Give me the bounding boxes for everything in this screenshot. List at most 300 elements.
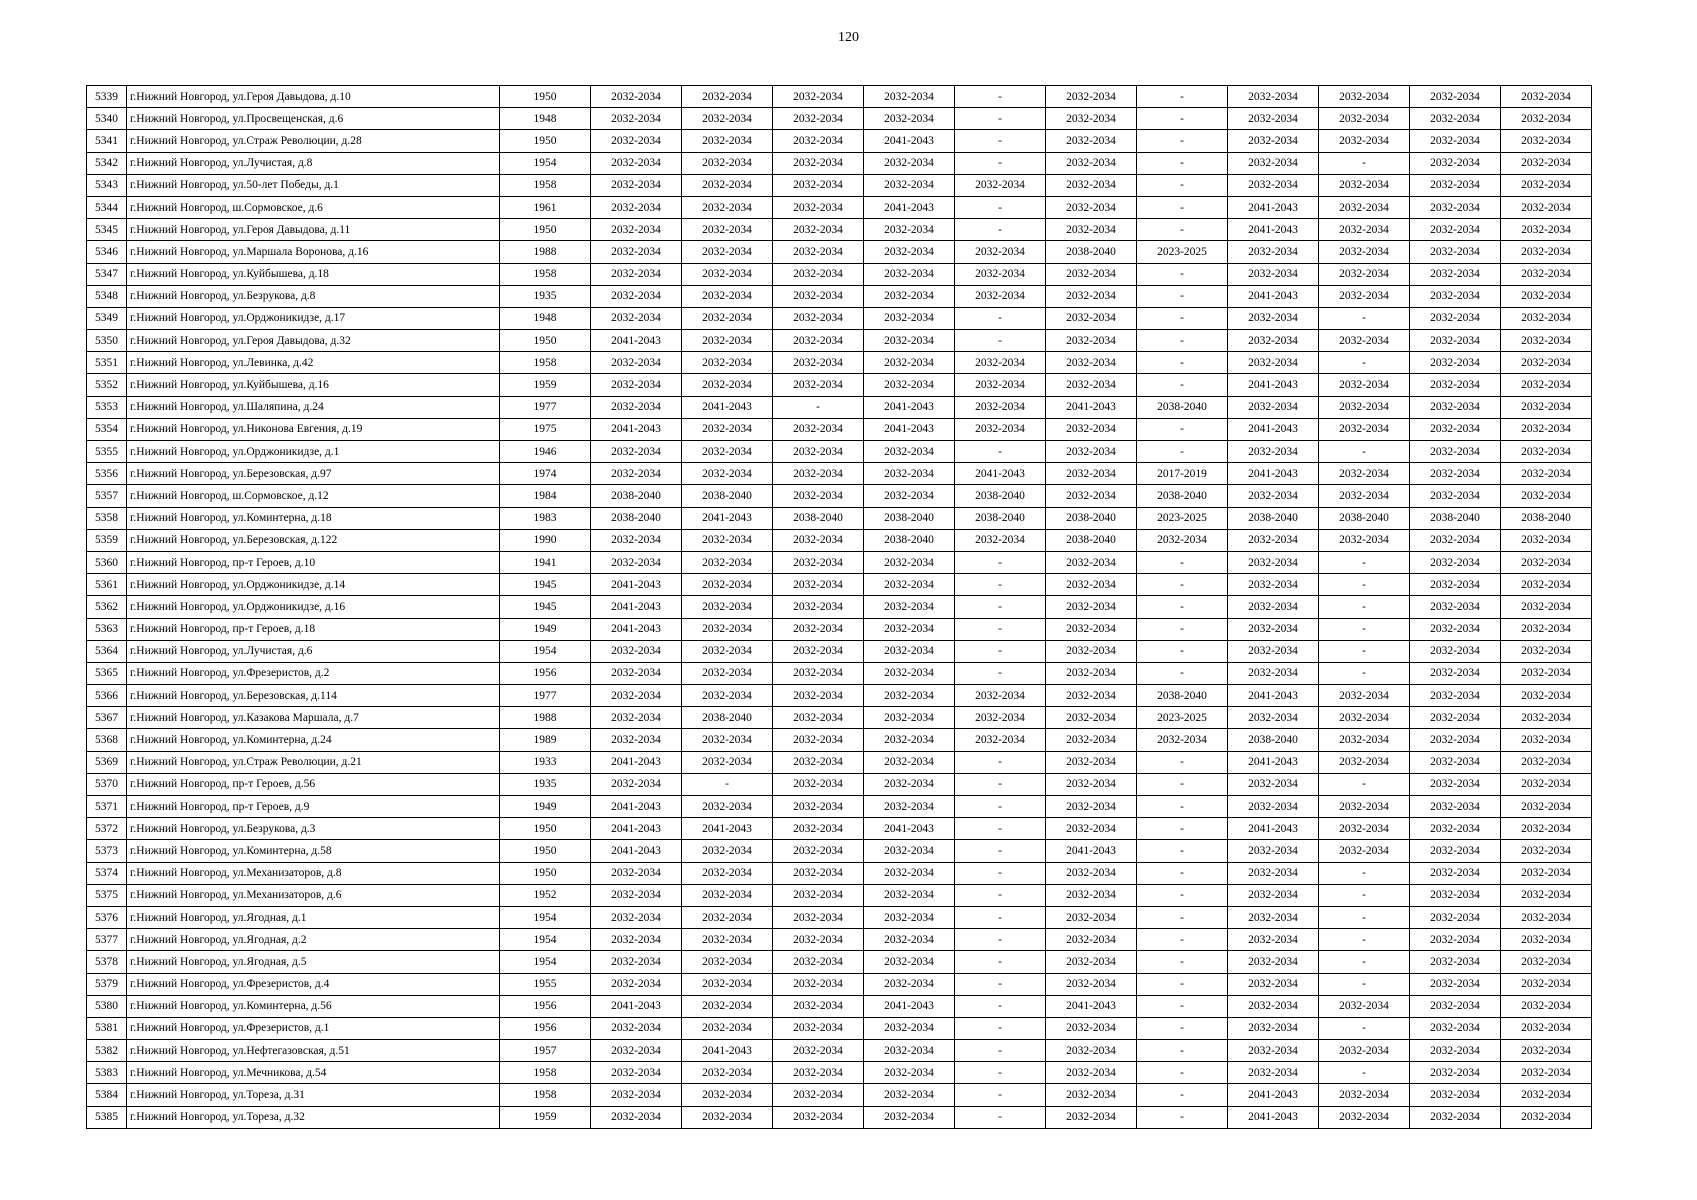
cell-term-9: - [1319,773,1410,795]
cell-row-number: 5369 [87,751,127,773]
cell-term-8: 2041-2043 [1228,1084,1319,1106]
cell-row-number: 5343 [87,174,127,196]
cell-term-6: 2041-2043 [1046,840,1137,862]
cell-term-1: 2032-2034 [591,529,682,551]
cell-term-2: 2032-2034 [682,307,773,329]
cell-term-6: 2032-2034 [1046,418,1137,440]
cell-term-8: 2032-2034 [1228,108,1319,130]
cell-term-7: - [1137,330,1228,352]
table-row [87,906,1592,928]
table-row [87,1040,1592,1062]
cell-term-7: - [1137,374,1228,396]
cell-term-4: 2032-2034 [864,662,955,684]
cell-term-7: - [1137,130,1228,152]
cell-row-number: 5376 [87,906,127,928]
cell-term-2: 2032-2034 [682,574,773,596]
cell-term-1: 2032-2034 [591,685,682,707]
cell-year-built: 1983 [500,507,591,529]
cell-term-1: 2032-2034 [591,396,682,418]
cell-row-number: 5368 [87,729,127,751]
cell-term-4: 2032-2034 [864,374,955,396]
cell-term-9: 2032-2034 [1319,174,1410,196]
cell-term-8: 2041-2043 [1228,374,1319,396]
table-row [87,751,1592,773]
cell-term-1: 2032-2034 [591,862,682,884]
cell-term-7: - [1137,906,1228,928]
cell-term-11: 2032-2034 [1501,463,1592,485]
cell-term-1: 2032-2034 [591,196,682,218]
cell-term-10: 2032-2034 [1410,796,1501,818]
cell-address: г.Нижний Новгород, ш.Сормовское, д.6 [127,196,500,218]
cell-term-1: 2032-2034 [591,707,682,729]
cell-term-10: 2032-2034 [1410,108,1501,130]
cell-term-8: 2032-2034 [1228,330,1319,352]
cell-term-6: 2032-2034 [1046,374,1137,396]
cell-term-2: 2032-2034 [682,441,773,463]
cell-term-7: - [1137,951,1228,973]
cell-term-4: 2032-2034 [864,796,955,818]
cell-term-5: - [955,951,1046,973]
cell-term-5: - [955,1084,1046,1106]
cell-term-11: 2032-2034 [1501,596,1592,618]
cell-term-8: 2041-2043 [1228,751,1319,773]
cell-term-4: 2041-2043 [864,196,955,218]
cell-term-3: 2032-2034 [773,995,864,1017]
table-row [87,862,1592,884]
cell-term-5: 2032-2034 [955,529,1046,551]
table-row [87,241,1592,263]
cell-address: г.Нижний Новгород, пр-т Героев, д.56 [127,773,500,795]
cell-term-11: 2032-2034 [1501,529,1592,551]
cell-year-built: 1945 [500,574,591,596]
cell-term-6: 2032-2034 [1046,618,1137,640]
cell-year-built: 1958 [500,352,591,374]
cell-term-3: 2032-2034 [773,862,864,884]
cell-term-3: 2032-2034 [773,751,864,773]
cell-term-6: 2032-2034 [1046,596,1137,618]
cell-term-9: - [1319,929,1410,951]
cell-row-number: 5351 [87,352,127,374]
cell-term-10: 2032-2034 [1410,241,1501,263]
table-row [87,485,1592,507]
cell-term-6: 2032-2034 [1046,707,1137,729]
cell-term-7: - [1137,263,1228,285]
cell-term-7: 2023-2025 [1137,707,1228,729]
cell-term-6: 2032-2034 [1046,285,1137,307]
cell-term-9: 2032-2034 [1319,529,1410,551]
cell-term-5: - [955,108,1046,130]
cell-term-9: - [1319,951,1410,973]
table-row [87,1017,1592,1039]
cell-term-7: 2017-2019 [1137,463,1228,485]
cell-term-5: 2032-2034 [955,352,1046,374]
cell-term-11: 2038-2040 [1501,507,1592,529]
cell-term-5: 2038-2040 [955,507,1046,529]
cell-term-10: 2032-2034 [1410,441,1501,463]
cell-term-5: - [955,219,1046,241]
cell-address: г.Нижний Новгород, ул.Лучистая, д.8 [127,152,500,174]
cell-term-2: 2032-2034 [682,152,773,174]
cell-term-8: 2032-2034 [1228,662,1319,684]
cell-term-6: 2032-2034 [1046,574,1137,596]
table-row [87,773,1592,795]
cell-term-8: 2032-2034 [1228,551,1319,573]
cell-term-1: 2032-2034 [591,219,682,241]
cell-term-2: 2032-2034 [682,1017,773,1039]
cell-address: г.Нижний Новгород, ул.Героя Давыдова, д.10 [127,86,500,108]
cell-term-11: 2032-2034 [1501,396,1592,418]
cell-term-4: 2032-2034 [864,108,955,130]
cell-term-3: 2032-2034 [773,929,864,951]
cell-term-2: 2032-2034 [682,418,773,440]
cell-year-built: 1933 [500,751,591,773]
cell-term-2: 2032-2034 [682,751,773,773]
cell-term-4: 2032-2034 [864,884,955,906]
cell-row-number: 5345 [87,219,127,241]
cell-term-10: 2032-2034 [1410,574,1501,596]
cell-term-2: 2032-2034 [682,929,773,951]
cell-row-number: 5365 [87,662,127,684]
cell-term-10: 2032-2034 [1410,219,1501,241]
cell-address: г.Нижний Новгород, ул.Безрукова, д.3 [127,818,500,840]
cell-term-10: 2032-2034 [1410,840,1501,862]
cell-address: г.Нижний Новгород, ул.Коминтерна, д.24 [127,729,500,751]
cell-year-built: 1955 [500,973,591,995]
cell-term-2: 2041-2043 [682,396,773,418]
cell-row-number: 5359 [87,529,127,551]
cell-term-6: 2038-2040 [1046,241,1137,263]
cell-year-built: 1948 [500,307,591,329]
cell-term-11: 2032-2034 [1501,662,1592,684]
cell-term-6: 2038-2040 [1046,529,1137,551]
cell-term-10: 2032-2034 [1410,973,1501,995]
cell-term-4: 2032-2034 [864,174,955,196]
cell-term-5: - [955,796,1046,818]
cell-term-2: 2032-2034 [682,840,773,862]
cell-term-9: - [1319,574,1410,596]
cell-term-6: 2032-2034 [1046,219,1137,241]
cell-term-6: 2032-2034 [1046,86,1137,108]
cell-term-5: - [955,551,1046,573]
cell-term-5: 2038-2040 [955,485,1046,507]
cell-year-built: 1959 [500,374,591,396]
cell-address: г.Нижний Новгород, пр-т Героев, д.10 [127,551,500,573]
cell-term-2: 2032-2034 [682,86,773,108]
cell-term-11: 2032-2034 [1501,86,1592,108]
cell-term-9: 2032-2034 [1319,241,1410,263]
cell-term-6: 2032-2034 [1046,862,1137,884]
cell-term-7: 2023-2025 [1137,241,1228,263]
cell-term-6: 2032-2034 [1046,551,1137,573]
cell-term-6: 2032-2034 [1046,685,1137,707]
table-row [87,1062,1592,1084]
cell-year-built: 1950 [500,330,591,352]
table-row [87,596,1592,618]
cell-term-7: - [1137,1017,1228,1039]
cell-term-10: 2032-2034 [1410,1017,1501,1039]
cell-term-3: 2032-2034 [773,1084,864,1106]
cell-row-number: 5342 [87,152,127,174]
cell-term-1: 2032-2034 [591,1017,682,1039]
cell-year-built: 1956 [500,662,591,684]
cell-term-6: 2032-2034 [1046,662,1137,684]
cell-term-8: 2041-2043 [1228,463,1319,485]
cell-year-built: 1950 [500,840,591,862]
cell-address: г.Нижний Новгород, ул.Маршала Воронова, д.16 [127,241,500,263]
cell-term-11: 2032-2034 [1501,751,1592,773]
cell-address: г.Нижний Новгород, ул.Лучистая, д.6 [127,640,500,662]
cell-term-6: 2041-2043 [1046,396,1137,418]
cell-term-2: 2032-2034 [682,196,773,218]
cell-term-4: 2032-2034 [864,973,955,995]
housing-register-table [86,85,1592,1129]
cell-term-10: 2032-2034 [1410,773,1501,795]
cell-term-1: 2032-2034 [591,285,682,307]
cell-term-6: 2032-2034 [1046,463,1137,485]
cell-term-6: 2032-2034 [1046,751,1137,773]
cell-term-1: 2032-2034 [591,551,682,573]
cell-year-built: 1958 [500,263,591,285]
cell-term-4: 2032-2034 [864,441,955,463]
cell-year-built: 1950 [500,219,591,241]
cell-term-4: 2038-2040 [864,529,955,551]
cell-row-number: 5378 [87,951,127,973]
cell-term-3: 2032-2034 [773,1106,864,1128]
cell-term-1: 2038-2040 [591,485,682,507]
cell-term-4: 2032-2034 [864,574,955,596]
cell-term-4: 2032-2034 [864,773,955,795]
page-number: 120 [838,30,859,45]
cell-term-7: 2023-2025 [1137,507,1228,529]
cell-year-built: 1984 [500,485,591,507]
cell-term-8: 2032-2034 [1228,796,1319,818]
cell-term-5: - [955,1106,1046,1128]
cell-term-7: 2038-2040 [1137,685,1228,707]
cell-year-built: 1949 [500,796,591,818]
cell-term-8: 2032-2034 [1228,951,1319,973]
cell-term-2: 2032-2034 [682,884,773,906]
cell-address: г.Нижний Новгород, ул.Орджоникидзе, д.17 [127,307,500,329]
cell-term-11: 2032-2034 [1501,1106,1592,1128]
cell-term-4: 2032-2034 [864,463,955,485]
cell-address: г.Нижний Новгород, ул.Ягодная, д.5 [127,951,500,973]
cell-term-7: - [1137,307,1228,329]
cell-address: г.Нижний Новгород, ул.Никонова Евгения, д.19 [127,418,500,440]
table-row [87,884,1592,906]
cell-term-8: 2032-2034 [1228,441,1319,463]
cell-address: г.Нижний Новгород, ул.Тореза, д.31 [127,1084,500,1106]
cell-term-7: - [1137,219,1228,241]
cell-term-9: 2032-2034 [1319,463,1410,485]
cell-row-number: 5380 [87,995,127,1017]
cell-term-4: 2032-2034 [864,86,955,108]
cell-year-built: 1990 [500,529,591,551]
cell-term-6: 2032-2034 [1046,951,1137,973]
cell-term-11: 2032-2034 [1501,796,1592,818]
cell-term-9: 2032-2034 [1319,130,1410,152]
cell-term-9: - [1319,1062,1410,1084]
cell-term-4: 2041-2043 [864,130,955,152]
cell-term-8: 2032-2034 [1228,618,1319,640]
cell-term-2: 2032-2034 [682,330,773,352]
cell-term-5: - [955,840,1046,862]
cell-row-number: 5360 [87,551,127,573]
cell-term-9: - [1319,862,1410,884]
table-row [87,618,1592,640]
cell-term-9: 2032-2034 [1319,196,1410,218]
cell-term-9: - [1319,551,1410,573]
cell-term-10: 2032-2034 [1410,662,1501,684]
cell-term-9: - [1319,1017,1410,1039]
cell-row-number: 5358 [87,507,127,529]
cell-term-3: 2032-2034 [773,1040,864,1062]
cell-term-9: 2032-2034 [1319,840,1410,862]
cell-address: г.Нижний Новгород, ул.Героя Давыдова, д.11 [127,219,500,241]
cell-term-10: 2032-2034 [1410,1106,1501,1128]
cell-address: г.Нижний Новгород, ул.Механизаторов, д.6 [127,884,500,906]
cell-term-5: - [955,751,1046,773]
cell-term-8: 2041-2043 [1228,285,1319,307]
cell-term-8: 2032-2034 [1228,86,1319,108]
cell-term-6: 2032-2034 [1046,1017,1137,1039]
cell-term-1: 2038-2040 [591,507,682,529]
cell-address: г.Нижний Новгород, ул.Орджоникидзе, д.1 [127,441,500,463]
cell-term-1: 2032-2034 [591,640,682,662]
cell-term-2: 2032-2034 [682,906,773,928]
cell-term-4: 2032-2034 [864,596,955,618]
table-row [87,285,1592,307]
cell-term-8: 2032-2034 [1228,929,1319,951]
table-row [87,840,1592,862]
cell-term-4: 2032-2034 [864,1040,955,1062]
cell-year-built: 1954 [500,929,591,951]
table-row [87,374,1592,396]
cell-term-7: - [1137,352,1228,374]
cell-year-built: 1958 [500,1062,591,1084]
cell-row-number: 5374 [87,862,127,884]
cell-row-number: 5350 [87,330,127,352]
cell-term-8: 2032-2034 [1228,1040,1319,1062]
cell-row-number: 5375 [87,884,127,906]
cell-term-5: - [955,1062,1046,1084]
cell-term-5: 2041-2043 [955,463,1046,485]
cell-term-11: 2032-2034 [1501,108,1592,130]
cell-term-8: 2032-2034 [1228,130,1319,152]
table-row [87,818,1592,840]
cell-term-8: 2032-2034 [1228,773,1319,795]
cell-address: г.Нижний Новгород, пр-т Героев, д.18 [127,618,500,640]
cell-term-9: 2032-2034 [1319,995,1410,1017]
cell-term-8: 2032-2034 [1228,352,1319,374]
cell-term-9: 2032-2034 [1319,396,1410,418]
cell-term-2: 2032-2034 [682,529,773,551]
cell-term-4: 2032-2034 [864,152,955,174]
cell-term-6: 2041-2043 [1046,995,1137,1017]
cell-term-8: 2032-2034 [1228,884,1319,906]
cell-row-number: 5339 [87,86,127,108]
cell-term-10: 2032-2034 [1410,1040,1501,1062]
cell-year-built: 1956 [500,995,591,1017]
cell-row-number: 5372 [87,818,127,840]
cell-term-11: 2032-2034 [1501,152,1592,174]
cell-term-3: 2032-2034 [773,263,864,285]
cell-row-number: 5366 [87,685,127,707]
cell-term-10: 2032-2034 [1410,485,1501,507]
cell-term-1: 2032-2034 [591,86,682,108]
table-row [87,973,1592,995]
cell-term-10: 2032-2034 [1410,685,1501,707]
cell-term-7: 2032-2034 [1137,529,1228,551]
cell-term-5: - [955,574,1046,596]
cell-term-11: 2032-2034 [1501,285,1592,307]
cell-term-5: - [955,86,1046,108]
cell-address: г.Нижний Новгород, ул.Страж Революции, д.28 [127,130,500,152]
cell-term-4: 2032-2034 [864,352,955,374]
table-row [87,441,1592,463]
cell-term-11: 2032-2034 [1501,906,1592,928]
cell-address: г.Нижний Новгород, ул.Героя Давыдова, д.32 [127,330,500,352]
cell-term-3: 2032-2034 [773,441,864,463]
cell-term-11: 2032-2034 [1501,929,1592,951]
cell-term-7: - [1137,285,1228,307]
cell-term-11: 2032-2034 [1501,862,1592,884]
cell-row-number: 5379 [87,973,127,995]
cell-term-1: 2032-2034 [591,241,682,263]
cell-year-built: 1988 [500,241,591,263]
cell-term-4: 2032-2034 [864,618,955,640]
cell-term-10: 2032-2034 [1410,285,1501,307]
cell-term-8: 2032-2034 [1228,1062,1319,1084]
cell-year-built: 1950 [500,862,591,884]
cell-year-built: 1945 [500,596,591,618]
table-row [87,130,1592,152]
table-row [87,352,1592,374]
cell-term-8: 2032-2034 [1228,596,1319,618]
cell-term-7: 2038-2040 [1137,485,1228,507]
cell-term-2: 2032-2034 [682,662,773,684]
cell-term-10: 2038-2040 [1410,507,1501,529]
cell-term-1: 2032-2034 [591,906,682,928]
cell-term-9: 2032-2034 [1319,1106,1410,1128]
cell-term-1: 2041-2043 [591,574,682,596]
table-row [87,196,1592,218]
cell-year-built: 1989 [500,729,591,751]
cell-term-3: 2032-2034 [773,618,864,640]
cell-term-2: 2032-2034 [682,685,773,707]
cell-term-8: 2032-2034 [1228,529,1319,551]
cell-row-number: 5356 [87,463,127,485]
cell-term-10: 2032-2034 [1410,352,1501,374]
table-row [87,108,1592,130]
cell-term-10: 2032-2034 [1410,906,1501,928]
cell-year-built: 1954 [500,951,591,973]
cell-term-7: - [1137,995,1228,1017]
cell-term-6: 2032-2034 [1046,152,1137,174]
cell-term-3: 2032-2034 [773,108,864,130]
cell-term-5: 2032-2034 [955,374,1046,396]
cell-term-7: - [1137,551,1228,573]
cell-term-9: - [1319,640,1410,662]
cell-term-1: 2032-2034 [591,973,682,995]
cell-term-2: 2032-2034 [682,862,773,884]
cell-term-3: 2032-2034 [773,574,864,596]
cell-term-7: - [1137,1040,1228,1062]
cell-row-number: 5377 [87,929,127,951]
cell-term-7: - [1137,618,1228,640]
cell-term-3: 2032-2034 [773,330,864,352]
table-row [87,951,1592,973]
table-row [87,507,1592,529]
